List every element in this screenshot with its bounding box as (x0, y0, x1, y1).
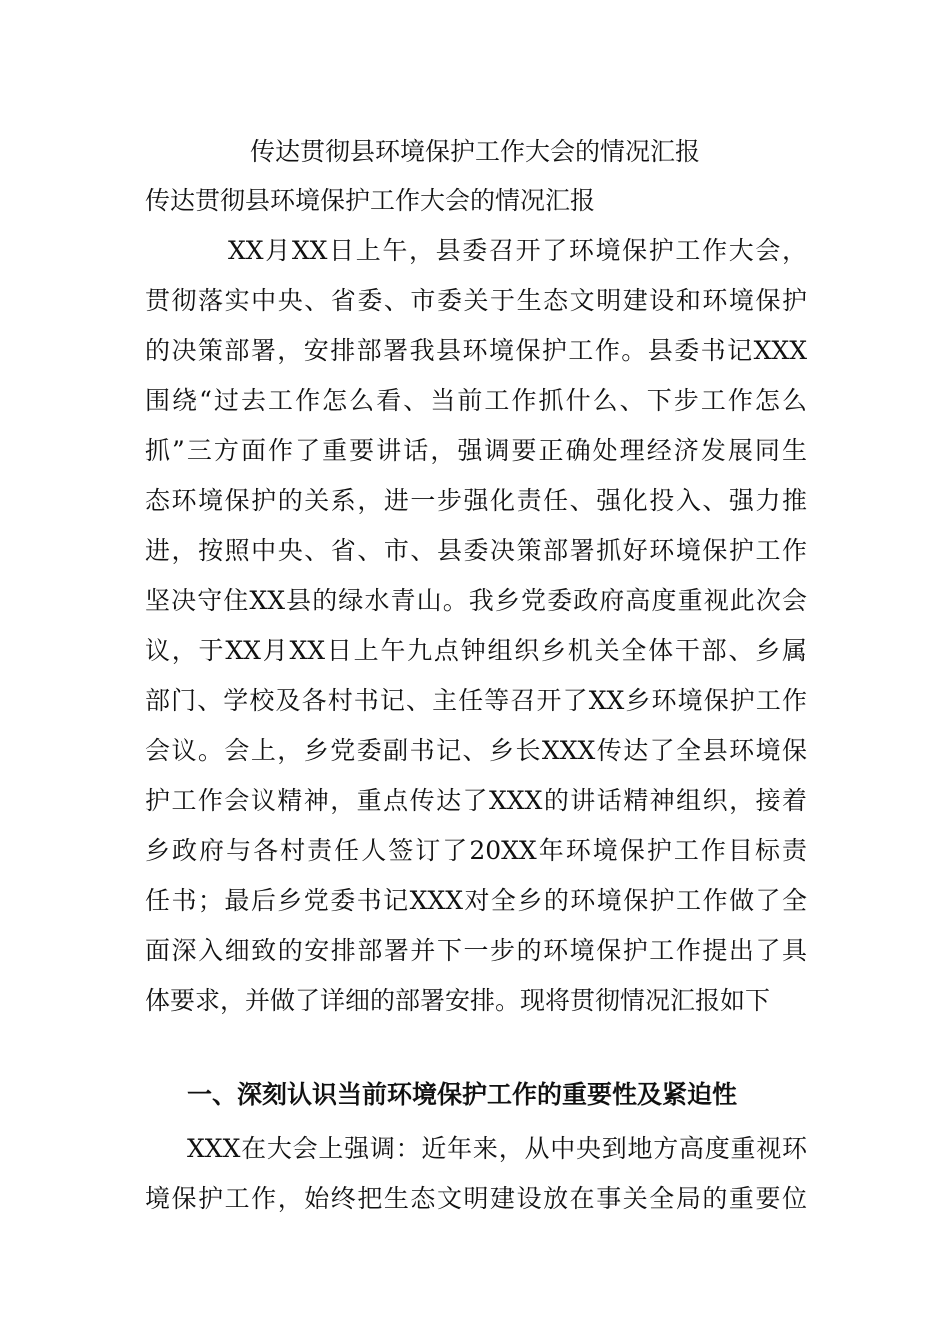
paragraph-line: XXX在大会上强调：近年来，从中央到地方高度重视环 (187, 1134, 807, 1163)
paragraph-line: 抓”三方面作了重要讲话，强调要正确处理经济发展同生 (145, 436, 807, 465)
paragraph-line: 态环境保护的关系，进一步强化责任、强化投入、强力推 (145, 486, 807, 515)
document-subtitle: 传达贯彻县环境保护工作大会的情况汇报 (145, 186, 596, 215)
paragraph-line: 围绕“过去工作怎么看、当前工作抓什么、下步工作怎么 (145, 386, 807, 415)
paragraph-line: 的决策部署，安排部署我县环境保护工作。县委书记XXX (145, 336, 807, 365)
paragraph-line: 护工作会议精神，重点传达了XXX的讲话精神组织，接着 (145, 786, 807, 815)
paragraph-line: 面深入细致的安排部署并下一步的环境保护工作提出了具 (145, 936, 807, 965)
paragraph-line: 贯彻落实中央、省委、市委关于生态文明建设和环境保护 (145, 286, 807, 315)
paragraph-line: 任书；最后乡党委书记XXX对全乡的环境保护工作做了全 (145, 886, 807, 915)
paragraph-line: 议，于XX月XX日上午九点钟组织乡机关全体干部、乡属 (145, 636, 807, 665)
paragraph-line: 乡政府与各村责任人签订了20XX年环境保护工作目标责 (145, 836, 807, 865)
paragraph-line: 境保护工作，始终把生态文明建设放在事关全局的重要位 (145, 1184, 807, 1213)
document-title: 传达贯彻县环境保护工作大会的情况汇报 (249, 137, 700, 166)
paragraph-line: 部门、学校及各村书记、主任等召开了XX乡环境保护工作 (145, 686, 807, 715)
paragraph-line: 体要求，并做了详细的部署安排。现将贯彻情况汇报如下 (145, 986, 771, 1015)
section-heading: 一、深刻认识当前环境保护工作的重要性及紧迫性 (187, 1080, 738, 1109)
paragraph-line: 坚决守住XX县的绿水青山。我乡党委政府高度重视此次会 (145, 586, 807, 615)
paragraph-line: XX月XX日上午，县委召开了环境保护工作大会， (228, 236, 807, 265)
paragraph-line: 会议。会上，乡党委副书记、乡长XXX传达了全县环境保 (145, 736, 807, 765)
paragraph-line: 进，按照中央、省、市、县委决策部署抓好环境保护工作 (145, 536, 807, 565)
